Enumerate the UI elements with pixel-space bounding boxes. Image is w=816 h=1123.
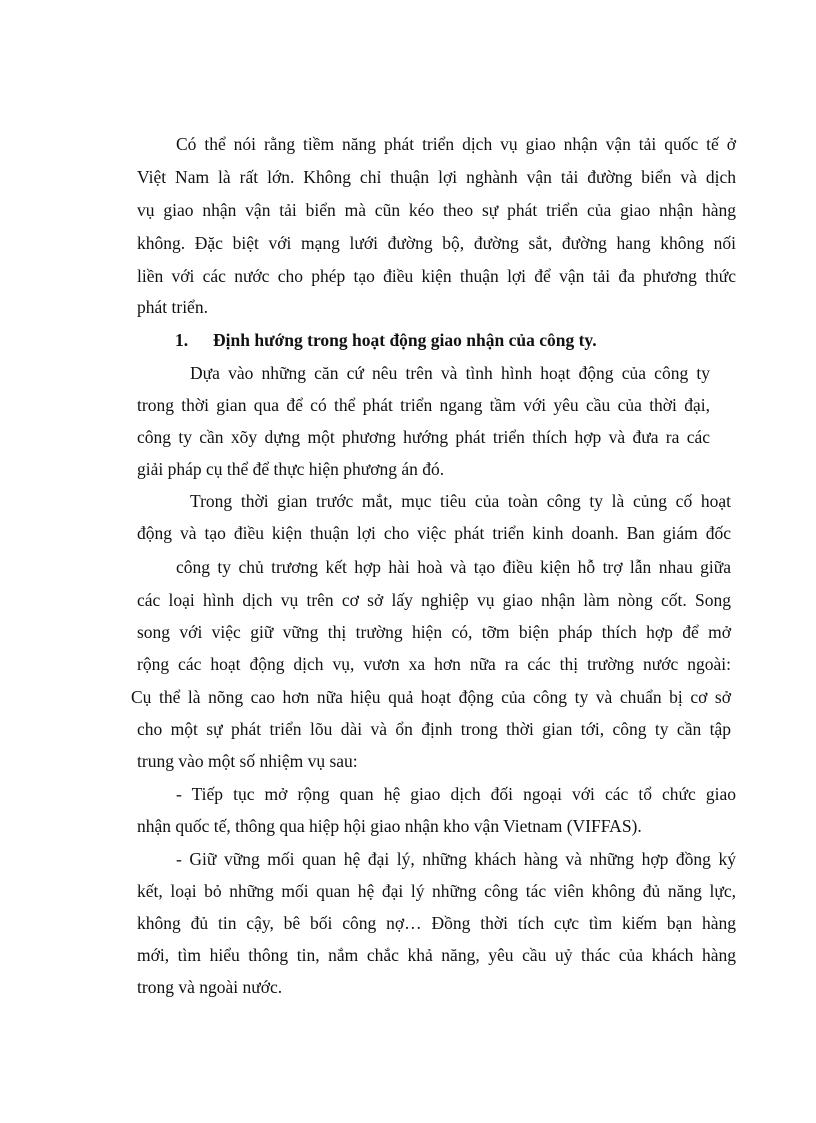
bullet-2-line-1: - Giữ vững mối quan hệ đại lý, những khách hàng và những hợp đồng ký	[176, 849, 736, 869]
paragraph-2-line-1: Dựa vào những căn cứ nêu trên và tình hình hoạt động của công ty	[190, 363, 710, 383]
paragraph-3-line-2: động và tạo điều kiện thuận lợi cho việc phát triển kinh doanh. Ban giám đốc	[137, 523, 731, 543]
bullet-2-line-2: kết, loại bỏ những mối quan hệ đại lý những công tác viên không đủ năng lực,	[137, 881, 736, 901]
paragraph-1-line-4: không. Đặc biệt với mạng lưới đường bộ, đường sắt, đường hang không nối	[137, 233, 736, 253]
paragraph-3-line-4: các loại hình dịch vụ trên cơ sở lấy nghiệp vụ giao nhận làm nòng cốt. Song	[137, 590, 731, 610]
paragraph-1-line-6: phát triển.	[137, 297, 208, 317]
paragraph-2-line-4: giải pháp cụ thể để thực hiện phương án đó.	[137, 459, 445, 479]
paragraph-3-line-3: công ty chủ trương kết hợp hài hoà và tạo điều kiện hỗ trợ lẫn nhau giữa	[176, 557, 731, 577]
paragraph-3-line-1: Trong thời gian trước mắt, mục tiêu của toàn công ty là củng cố hoạt	[190, 491, 731, 511]
paragraph-3-line-8: cho một sự phát triển lõu dài và ổn định trong thời gian tới, công ty cần tập	[137, 719, 731, 739]
paragraph-2-line-3: công ty cần xõy dựng một phương hướng phát triển thích hợp và đưa ra các	[137, 427, 710, 447]
bullet-2-line-4: mới, tìm hiểu thông tin, nắm chắc khả năng, yêu cầu uỷ thác của khách hàng	[137, 945, 736, 965]
paragraph-1-line-5: liền với các nước cho phép tạo điều kiện thuận lợi để vận tải đa phương thức	[137, 266, 736, 286]
section-heading-number: 1.	[175, 330, 189, 350]
paragraph-3-line-5: song với việc giữ vững thị trường hiện có, tỡm biện pháp thích hợp để mở	[137, 622, 731, 642]
paragraph-1-line-1: Có thể nói rằng tiềm năng phát triển dịch vụ giao nhận vận tải quốc tế ở	[176, 134, 736, 154]
section-heading-text: Định hướng trong hoạt động giao nhận của công ty.	[213, 330, 597, 350]
paragraph-3-line-7: Cụ thể là nõng cao hơn nữa hiệu quả hoạt động của công ty và chuẩn bị cơ sở	[131, 687, 731, 707]
bullet-1-line-1: - Tiếp tục mở rộng quan hệ giao dịch đối ngoại với các tổ chức giao	[176, 784, 736, 804]
paragraph-1-line-3: vụ giao nhận vận tải biển mà cũn kéo theo sự phát triển của giao nhận hàng	[137, 200, 736, 220]
paragraph-2-line-2: trong thời gian qua để có thể phát triển ngang tầm với yêu cầu của thời đại,	[137, 395, 710, 415]
paragraph-1-line-2: Việt Nam là rất lớn. Không chỉ thuận lợi nghành vận tải đường biển và dịch	[137, 167, 736, 187]
paragraph-3-line-9: trung vào một số nhiệm vụ sau:	[137, 751, 358, 771]
section-heading	[175, 329, 597, 351]
paragraph-3-line-6: rộng các hoạt động dịch vụ, vươn xa hơn nữa ra các thị trường nước ngoài:	[137, 654, 731, 674]
bullet-1-line-2: nhận quốc tế, thông qua hiệp hội giao nhận kho vận Vietnam (VIFFAS).	[137, 816, 642, 836]
bullet-2-line-3: không đủ tin cậy, bê bối công nợ… Đồng thời tích cực tìm kiếm bạn hàng	[137, 913, 736, 933]
bullet-2-line-5: trong và ngoài nước.	[137, 977, 283, 997]
